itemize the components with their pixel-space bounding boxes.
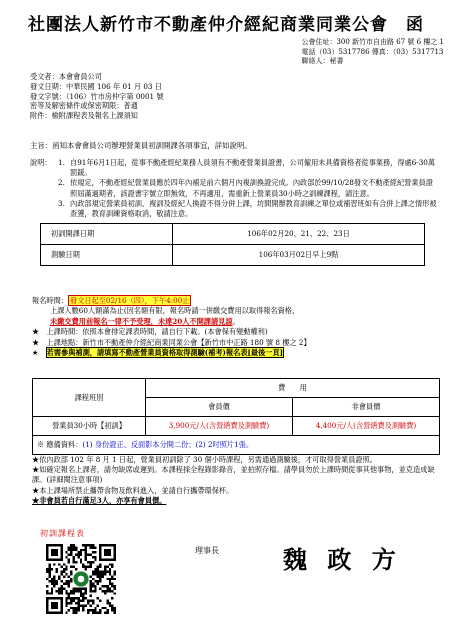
- meta-block: [30, 72, 164, 121]
- nonmember-price: 4,400元/人(含營繕費及測驗費): [293, 417, 440, 436]
- bullet-item: [32, 348, 442, 358]
- meta-line: 受文者：本會會員公司: [30, 72, 102, 81]
- member-header: 會員價: [146, 398, 293, 417]
- table-row: [41, 224, 425, 245]
- meta-line: 發文字號：（106）竹市房仲字第 0001 號: [30, 91, 164, 101]
- meta-line: 附件：檢附課程表及報名上課須知: [30, 111, 138, 121]
- subject-line: 主旨：函知本會會員公司辦理營業員初訓開課各項事宜，詳如說明。: [30, 141, 252, 150]
- registration-time-label: 報名時間：: [32, 296, 68, 305]
- qr-code-icon[interactable]: [46, 544, 116, 614]
- meta-line: 密等及解密條件或保密期限：普通: [30, 101, 138, 111]
- explain-text: 依規定，不動產經紀營業員應於四年內補足前六個月內複訓換證完成。內政部於99/10/28發文不動產經紀營業員證照屆滿過期者，該證書字號立即無效，不再適用，需重新上營業員30小時之訓練課程，請注意。: [70, 178, 433, 198]
- registration-block: [32, 296, 442, 358]
- contact-line: 公會住址：300 新竹市自由路 67 號 6 樓之 1: [301, 38, 444, 46]
- member-price: 3,900元/人(含營繕費及測驗費): [146, 417, 293, 436]
- page-title: [0, 10, 452, 35]
- table-row: [33, 379, 440, 398]
- requirements-note: ※ 應備資料：(1) 身份證正、反面影本分開二份；(2) 2吋照片1張。: [33, 436, 440, 455]
- course-label: 營業員30小時【初訓】: [33, 417, 146, 436]
- contact-block: [301, 38, 444, 67]
- schedule-value: 106年02月20、21、22、23日: [173, 224, 425, 245]
- explain-num: 2.: [58, 178, 65, 188]
- bullet-item: ★ 上課時間：依照本會排定課表時間，請自行下載。(本會保有變動權利): [32, 327, 268, 337]
- qr-label: 初訓課程表: [40, 529, 85, 538]
- explain-text: 自91年6月1日起，從事不動產經紀業務人員須有不動產營業員證書，公司僱用未具備資格者從事業務，得處6-30萬罰鍰。: [70, 158, 436, 178]
- explain-text: 內政部規定營業員初訓、複訓及經紀人換證不得分併上課，坊間開辦教育訓練之單位或補習班如有合併上課之情形被查獲，教育訓練資格取消，敬請注意。: [70, 198, 437, 219]
- notes-block: [32, 455, 442, 506]
- schedule-value: 106年03月02日早上9點: [173, 245, 425, 266]
- capacity-warning: 未繳交費用前報名一律不予受理，未達20人不開課請見諒: [50, 316, 233, 326]
- explain-block: [30, 158, 438, 219]
- star-icon: ★: [32, 348, 46, 358]
- doc-kind: 函: [406, 15, 424, 35]
- table-row: [33, 436, 440, 455]
- fee-table: [32, 378, 440, 455]
- member-price-note: ★非會員若自行滿足3人，亦享有會員價。: [32, 495, 167, 505]
- fee-header: 費 用: [146, 379, 440, 398]
- table-row: [33, 417, 440, 436]
- nonmember-header: 非會員價: [293, 398, 440, 417]
- registration-time: [32, 296, 442, 306]
- chair-title: 理事長: [195, 546, 219, 555]
- star-icon: ★: [32, 337, 47, 347]
- meta-line: 發文日期：中華民國 106 年 01 月 03 日: [30, 81, 162, 91]
- note-item: ★依內政部 102 年 8 月 1 日起，營業員初訓除了 30 個小時課程，另需通過測驗後，才可取得營業員證照。: [32, 455, 377, 464]
- requirements-text: (1) 身份證正、反面影本分開二份；(2) 2吋照片1張。: [82, 440, 254, 449]
- col-header: 課程班別: [33, 379, 146, 417]
- org-title: 社團法人新竹市不動產仲介經紀商業同業公會: [28, 15, 388, 35]
- retest-notice: 若需參與補測，請填寫不動產營業員資格取得測驗(補考)報名表[最後一頁]: [46, 348, 284, 358]
- note-item: ★如確定報名上課者，請勿缺席或遲到。本課程採全程錄影錄音，並拍照存檔。請學員勿於上課時間從事其他事物，並克造成缺課。(詳細閱注意事項): [32, 465, 435, 485]
- star-icon: ★: [32, 327, 47, 337]
- explain-num: 3.: [58, 198, 65, 208]
- capacity-note: 上課人數60人額滿為止(因名額有限，報名時請一併繳交費用以取得報名資格， 未繳交費用前報名一律不予受理，未達20人不開課請見諒。: [50, 306, 300, 326]
- chair-name: 魏 政 方: [283, 545, 402, 574]
- explain-num: 1.: [58, 158, 65, 167]
- contact-line: 聯絡人：秘書: [301, 57, 344, 65]
- schedule-label: 測驗日期: [41, 245, 173, 266]
- explain-item: [30, 199, 438, 219]
- table-row: [41, 245, 425, 266]
- schedule-label: 初訓開課日期: [41, 224, 173, 245]
- bullet-item: ★ 上課地點：新竹市不動產仲介經紀商業同業公會【新竹市中正路 180 號 8 樓之 2】: [32, 337, 311, 347]
- explain-item: [30, 178, 438, 198]
- explain-item: [30, 158, 438, 178]
- contact-line: 電話（03）5317786 傳真：（03）5317713: [301, 47, 444, 56]
- registration-deadline: 發文日起至02/16（四），下午4:00止: [69, 296, 190, 305]
- note-item: ★本上課場所禁止攜帶食物及飲料進入，並請自行攜帶環保杯。: [32, 485, 234, 495]
- schedule-table: [40, 223, 425, 266]
- explain-label: 說明：: [30, 158, 52, 167]
